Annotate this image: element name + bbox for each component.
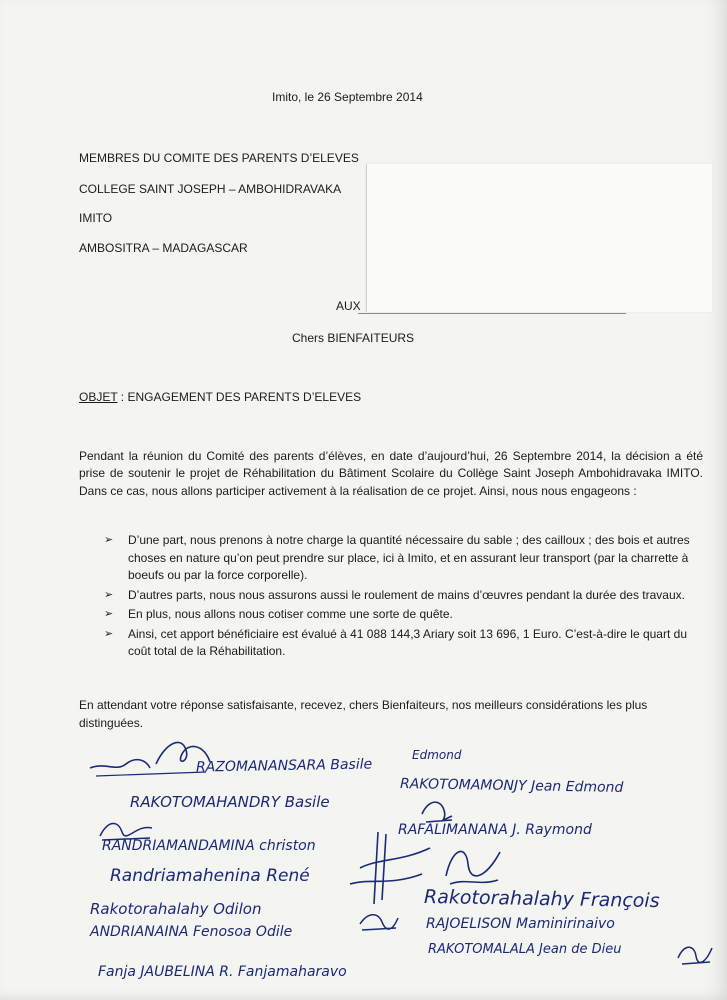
sender-line-2: COLLEGE SAINT JOSEPH – AMBOHIDRAVAKA: [79, 182, 342, 196]
signature-name: RAKOTOMAHANDRY Basile: [130, 793, 330, 811]
signature-name: Fanja JAUBELINA R. Fanjamaharavo: [98, 964, 347, 980]
list-item: ➢ En plus, nous allons nous cotiser comme une sorte de quête.: [104, 606, 702, 624]
sender-line-3: IMITO: [79, 211, 113, 225]
sender-line-1: MEMBRES DU COMITE DES PARENTS D’ELEVES: [79, 151, 359, 165]
signature-name: Rakotorahalahy Odilon: [90, 900, 262, 918]
arrow-bullet-icon: ➢: [104, 608, 114, 620]
arrow-bullet-icon: ➢: [104, 627, 114, 640]
subject-text: : ENGAGEMENT DES PARENTS D’ELEVES: [117, 390, 362, 404]
signature-name: RAJOELISON Maminirinaivo: [426, 916, 615, 932]
salutation: Chers BIENFAITEURS: [292, 331, 415, 345]
subject-line: [79, 389, 361, 405]
signature-name: Randriamahenina René: [110, 866, 310, 886]
arrow-bullet-icon: ➢: [104, 534, 114, 546]
date-line: Imito, le 26 Septembre 2014: [272, 90, 423, 104]
arrow-bullet-icon: ➢: [104, 588, 114, 601]
recipient-aux: AUX: [336, 299, 361, 313]
signature-name: ANDRIANAINA Fenosoa Odile: [90, 924, 293, 940]
signature-name: RAFALIMANANA J. Raymond: [398, 822, 592, 838]
address-block-redacted: [366, 164, 712, 312]
list-item: ➢ D’une part, nous prenons à notre charge la quantité nécessaire du sable ; des cailloux ; des bois et autres choses en nature qu’on peut prendre sur place, ici à Imito, et en assurant leur transport (par la charrette à boeufs ou par la force corporelle).: [104, 533, 690, 582]
recipient-underline: [358, 313, 626, 314]
signature-scribble-icon: [356, 906, 400, 936]
signature-name: RAKOTOMAMONJY Jean Edmond: [399, 776, 624, 796]
signature-name: RANDRIAMANDAMINA christon: [102, 838, 316, 854]
closing-paragraph: En attendant votre réponse satisfaisante, recevez, chers Bienfaiteurs, nos meilleurs considérations les plus distinguées.: [79, 698, 648, 730]
signature-scribble-icon: [674, 938, 714, 968]
signature-name: RAZOMANANSARA Basile: [195, 756, 373, 776]
commitments-list: [104, 532, 702, 663]
signature-scribble-icon: [436, 842, 506, 892]
signature-name: Rakotorahalahy François: [423, 885, 660, 913]
body-paragraph: Pendant la réunion du Comité des parents d’élèves, en date d’aujourd’hui, 26 Septembre 2014, la décision a été prise de soutenir le projet de Réhabilitation du Bâtiment Scolaire du Collège Saint Joseph Ambohidravaka IMITO. Dans ce cas, nous allons participer activement à la réalisation de ce projet. Ainsi, nous nous engageons :: [79, 449, 703, 498]
subject-label: OBJET: [79, 390, 118, 404]
list-item: ➢ D’autres parts, nous nous assurons aussi le roulement de mains d’œuvres pendant la durée des travaux.: [104, 587, 702, 605]
signature-name: RAKOTOMALALA Jean de Dieu: [428, 942, 622, 957]
sender-line-4: AMBOSITRA – MADAGASCAR: [79, 241, 248, 255]
list-item: ➢ Ainsi, cet apport bénéficiaire est évalué à 41 088 144,3 Ariary soit 13 696, 1 Euro. C’est-à-dire le quart du coût total de la Réhabilitation.: [104, 626, 687, 658]
signature-name: Edmond: [412, 748, 462, 762]
